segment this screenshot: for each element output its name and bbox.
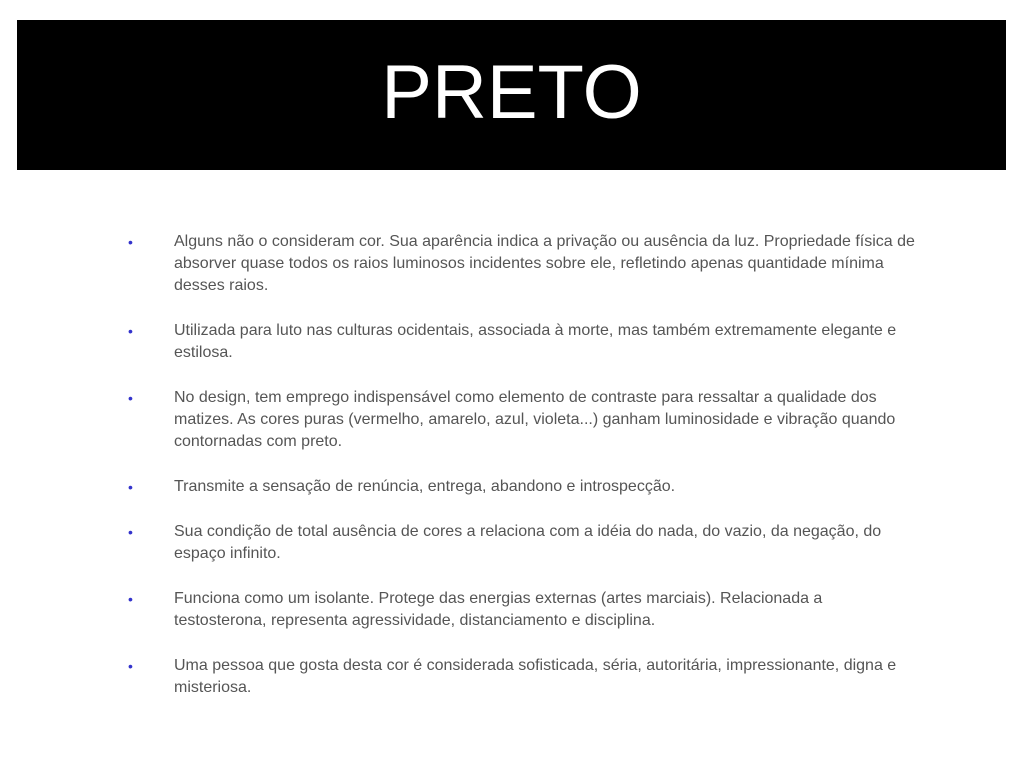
slide-title: PRETO — [381, 49, 642, 135]
bullet-marker-icon: • — [128, 524, 133, 540]
bullet-text: Alguns não o consideram cor. Sua aparência indica a privação ou ausência da luz. Propriedade física de absorver quase todos os raios luminosos incidentes sobre ele, refletindo apenas quantidade mínima desses raios. — [174, 233, 915, 294]
bullet-text: No design, tem emprego indispensável como elemento de contraste para ressaltar a qualidade dos matizes. As cores puras (vermelho, amarelo, azul, violeta...) ganham luminosidade e vibração quando contornadas com preto. — [174, 389, 896, 450]
bullet-item — [128, 231, 918, 297]
bullet-item — [128, 588, 918, 632]
bullet-marker-icon: • — [128, 390, 133, 406]
bullet-list — [128, 231, 918, 722]
bullet-text: Uma pessoa que gosta desta cor é considerada sofisticada, séria, autoritária, impressionante, digna e misteriosa. — [174, 657, 897, 696]
bullet-marker-icon: • — [128, 323, 133, 339]
bullet-item — [128, 655, 918, 699]
title-band — [17, 20, 1006, 170]
bullet-marker-icon: • — [128, 658, 133, 674]
bullet-item — [128, 476, 918, 498]
bullet-item — [128, 320, 918, 364]
bullet-marker-icon: • — [128, 591, 133, 607]
bullet-text: Transmite a sensação de renúncia, entrega, abandono e introspecção. — [174, 478, 676, 495]
bullet-item — [128, 387, 918, 453]
bullet-item — [128, 521, 918, 565]
bullet-marker-icon: • — [128, 234, 133, 250]
bullet-marker-icon: • — [128, 479, 133, 495]
bullet-text: Sua condição de total ausência de cores a relaciona com a idéia do nada, do vazio, da negação, do espaço infinito. — [174, 523, 882, 562]
bullet-text: Funciona como um isolante. Protege das energias externas (artes marciais). Relacionada a testosterona, representa agressividade, distanciamento e disciplina. — [174, 590, 823, 629]
bullet-text: Utilizada para luto nas culturas ocidentais, associada à morte, mas também extremamente elegante e estilosa. — [174, 322, 897, 361]
